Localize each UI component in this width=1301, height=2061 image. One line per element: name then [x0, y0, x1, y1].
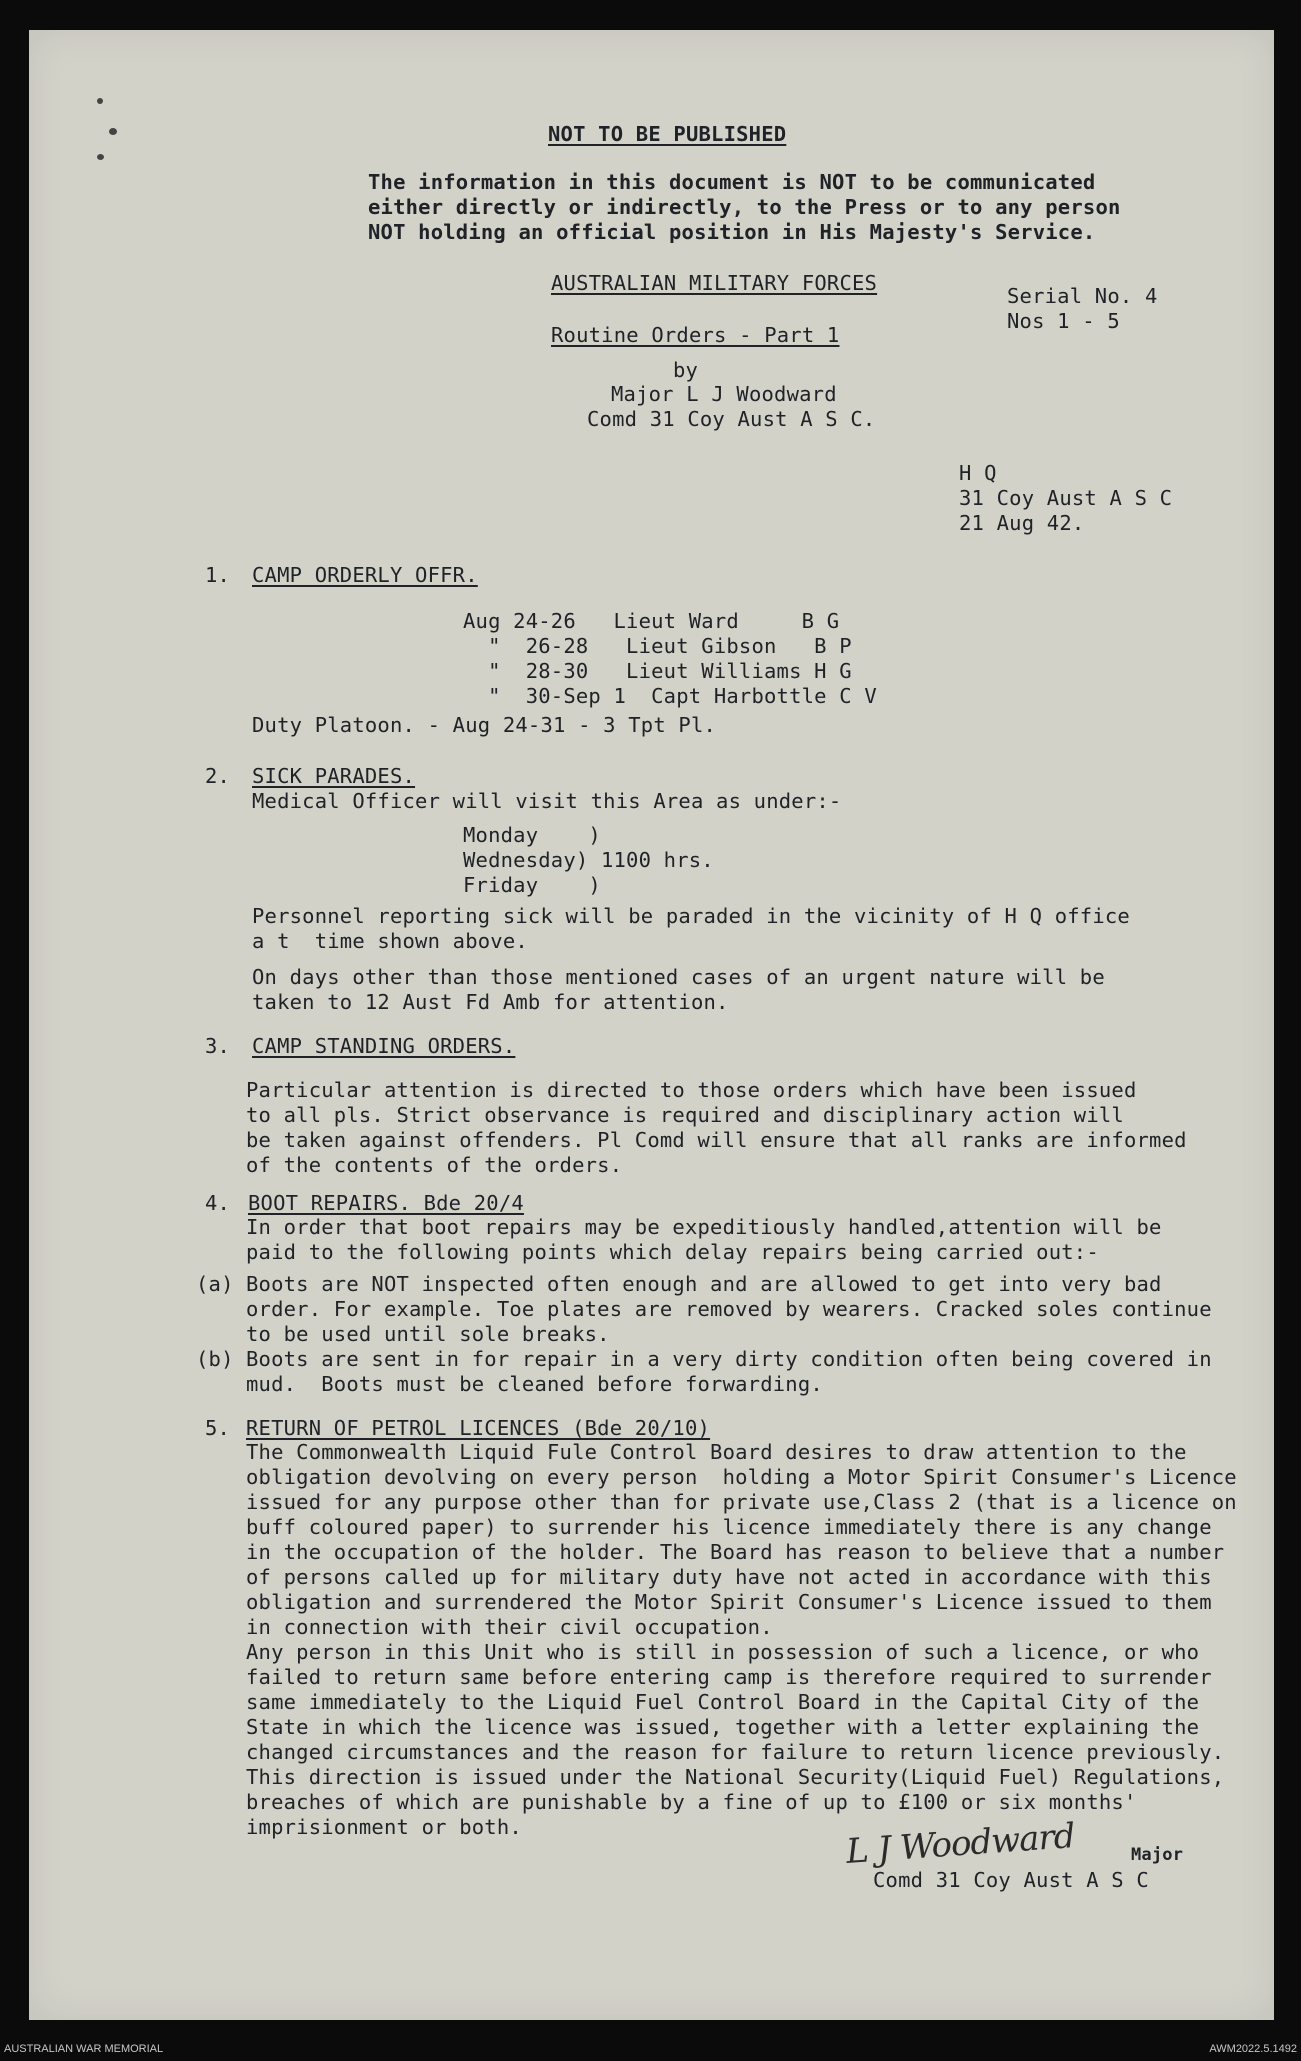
s5-line: This direction is issued under the National Security(Liquid Fuel) Regulations,	[246, 1765, 1225, 1789]
roster-row: " 30-Sep 1 Capt Harbottle C V	[463, 684, 877, 708]
sick-day: Wednesday) 1100 hrs.	[463, 848, 714, 872]
s3-line: Particular attention is directed to those orders which have been issued	[246, 1078, 1137, 1102]
s5-line: in the occupation of the holder. The Board has reason to believe that a number	[246, 1540, 1225, 1564]
s5-title: RETURN OF PETROL LICENCES (Bde 20/10)	[246, 1416, 711, 1440]
s4-item-a-line: Boots are NOT inspected often enough and are allowed to get into very bad	[246, 1272, 1162, 1296]
s5-line: obligation devolving on every person holding a Motor Spirit Consumer's Licence	[246, 1465, 1237, 1489]
s5-line: The Commonwealth Liquid Fule Control Board desires to draw attention to the	[246, 1440, 1187, 1464]
s4-item-a-line: to be used until sole breaks.	[246, 1322, 610, 1346]
routine-title: Routine Orders - Part 1	[551, 323, 840, 347]
ink-mark	[97, 154, 104, 160]
s2-para1-line: Personnel reporting sick will be paraded in the vicinity of H Q office	[252, 904, 1130, 928]
s5-number: 5.	[205, 1416, 231, 1440]
hq-line-2: 31 Coy Aust A S C	[959, 486, 1173, 510]
signature-script: L J Woodward	[844, 1816, 1076, 1872]
s2-title: SICK PARADES.	[252, 764, 416, 788]
serial-number: Serial No. 4	[1007, 284, 1158, 308]
s2-para2-line: On days other than those mentioned cases of an urgent nature will be	[252, 965, 1105, 989]
s3-line: be taken against offenders. Pl Comd will ensure that all ranks are informed	[246, 1128, 1187, 1152]
warning-line-1: The information in this document is NOT to be communicated	[368, 170, 1096, 194]
author-unit: Comd 31 Coy Aust A S C.	[587, 407, 876, 431]
signature-unit: Comd 31 Coy Aust A S C	[873, 1868, 1149, 1892]
s2-para2-line: taken to 12 Aust Fd Amb for attention.	[252, 990, 729, 1014]
s5-line: State in which the licence was issued, together with a letter explaining the	[246, 1715, 1200, 1739]
s3-title: CAMP STANDING ORDERS.	[252, 1034, 516, 1058]
s5-line: failed to return same before entering camp is therefore required to surrender	[246, 1665, 1212, 1689]
s4-line: In order that boot repairs may be expeditiously handled,attention will be	[246, 1215, 1162, 1239]
author-name: Major L J Woodward	[611, 382, 837, 406]
s5-line: of persons called up for military duty have not acted in accordance with this	[246, 1565, 1212, 1589]
ink-mark	[97, 98, 103, 104]
duty-platoon: Duty Platoon. - Aug 24-31 - 3 Tpt Pl.	[252, 713, 717, 737]
s4-title: BOOT REPAIRS. Bde 20/4	[248, 1191, 524, 1215]
s4-item-b-label: (b)	[196, 1347, 234, 1371]
s5-line: obligation and surrendered the Motor Spirit Consumer's Licence issued to them	[246, 1590, 1212, 1614]
document-heading: NOT TO BE PUBLISHED	[548, 122, 787, 146]
s5-line: breaches of which are punishable by a fine of up to £100 or six months'	[246, 1790, 1137, 1814]
s4-line: paid to the following points which delay repairs being carried out:-	[246, 1240, 1099, 1264]
roster-row: " 28-30 Lieut Williams H G	[463, 659, 852, 683]
ink-mark	[109, 128, 117, 135]
s5-line: in connection with their civil occupation.	[246, 1615, 773, 1639]
s2-number: 2.	[205, 764, 231, 788]
footer-right: AWM2022.5.1492	[1209, 2043, 1297, 2055]
s4-item-a-line: order. For example. Toe plates are removed by wearers. Cracked soles continue	[246, 1297, 1212, 1321]
warning-line-2: either directly or indirectly, to the Press or to any person	[368, 195, 1121, 219]
s5-line: changed circumstances and the reason for failure to return licence previously.	[246, 1740, 1225, 1764]
s3-line: of the contents of the orders.	[246, 1153, 623, 1177]
sick-day: Friday )	[463, 873, 601, 897]
s5-line: buff coloured paper) to surrender his licence immediately there is any change	[246, 1515, 1212, 1539]
s3-line: to all pls. Strict observance is required and disciplinary action will	[246, 1103, 1124, 1127]
warning-line-3: NOT holding an official position in His Majesty's Service.	[368, 220, 1096, 244]
s5-line: same immediately to the Liquid Fuel Control Board in the Capital City of the	[246, 1690, 1200, 1714]
s4-item-b-line: Boots are sent in for repair in a very dirty condition often being covered in	[246, 1347, 1212, 1371]
s4-item-a-label: (a)	[196, 1272, 234, 1296]
s5-line: issued for any purpose other than for private use,Class 2 (that is a licence on	[246, 1490, 1237, 1514]
s4-number: 4.	[205, 1191, 231, 1215]
hq-line-1: H Q	[959, 461, 997, 485]
s1-number: 1.	[205, 563, 231, 587]
roster-row: " 26-28 Lieut Gibson B P	[463, 634, 852, 658]
serial-range: Nos 1 - 5	[1007, 309, 1120, 333]
by-line: by	[673, 358, 699, 382]
sick-day: Monday )	[463, 823, 601, 847]
forces-title: AUSTRALIAN MILITARY FORCES	[551, 271, 878, 295]
s2-para1-line: a t time shown above.	[252, 929, 528, 953]
hq-date: 21 Aug 42.	[959, 511, 1085, 535]
footer-left: AUSTRALIAN WAR MEMORIAL	[4, 2043, 164, 2055]
s1-title: CAMP ORDERLY OFFR.	[252, 563, 478, 587]
s3-number: 3.	[205, 1034, 231, 1058]
s2-intro: Medical Officer will visit this Area as under:-	[252, 789, 842, 813]
roster-row: Aug 24-26 Lieut Ward B G	[463, 609, 840, 633]
s4-item-b-line: mud. Boots must be cleaned before forwarding.	[246, 1372, 823, 1396]
signature-rank: Major	[1131, 1845, 1184, 1865]
s5-line: Any person in this Unit who is still in possession of such a licence, or who	[246, 1640, 1200, 1664]
s5-line: imprisionment or both.	[246, 1815, 522, 1839]
